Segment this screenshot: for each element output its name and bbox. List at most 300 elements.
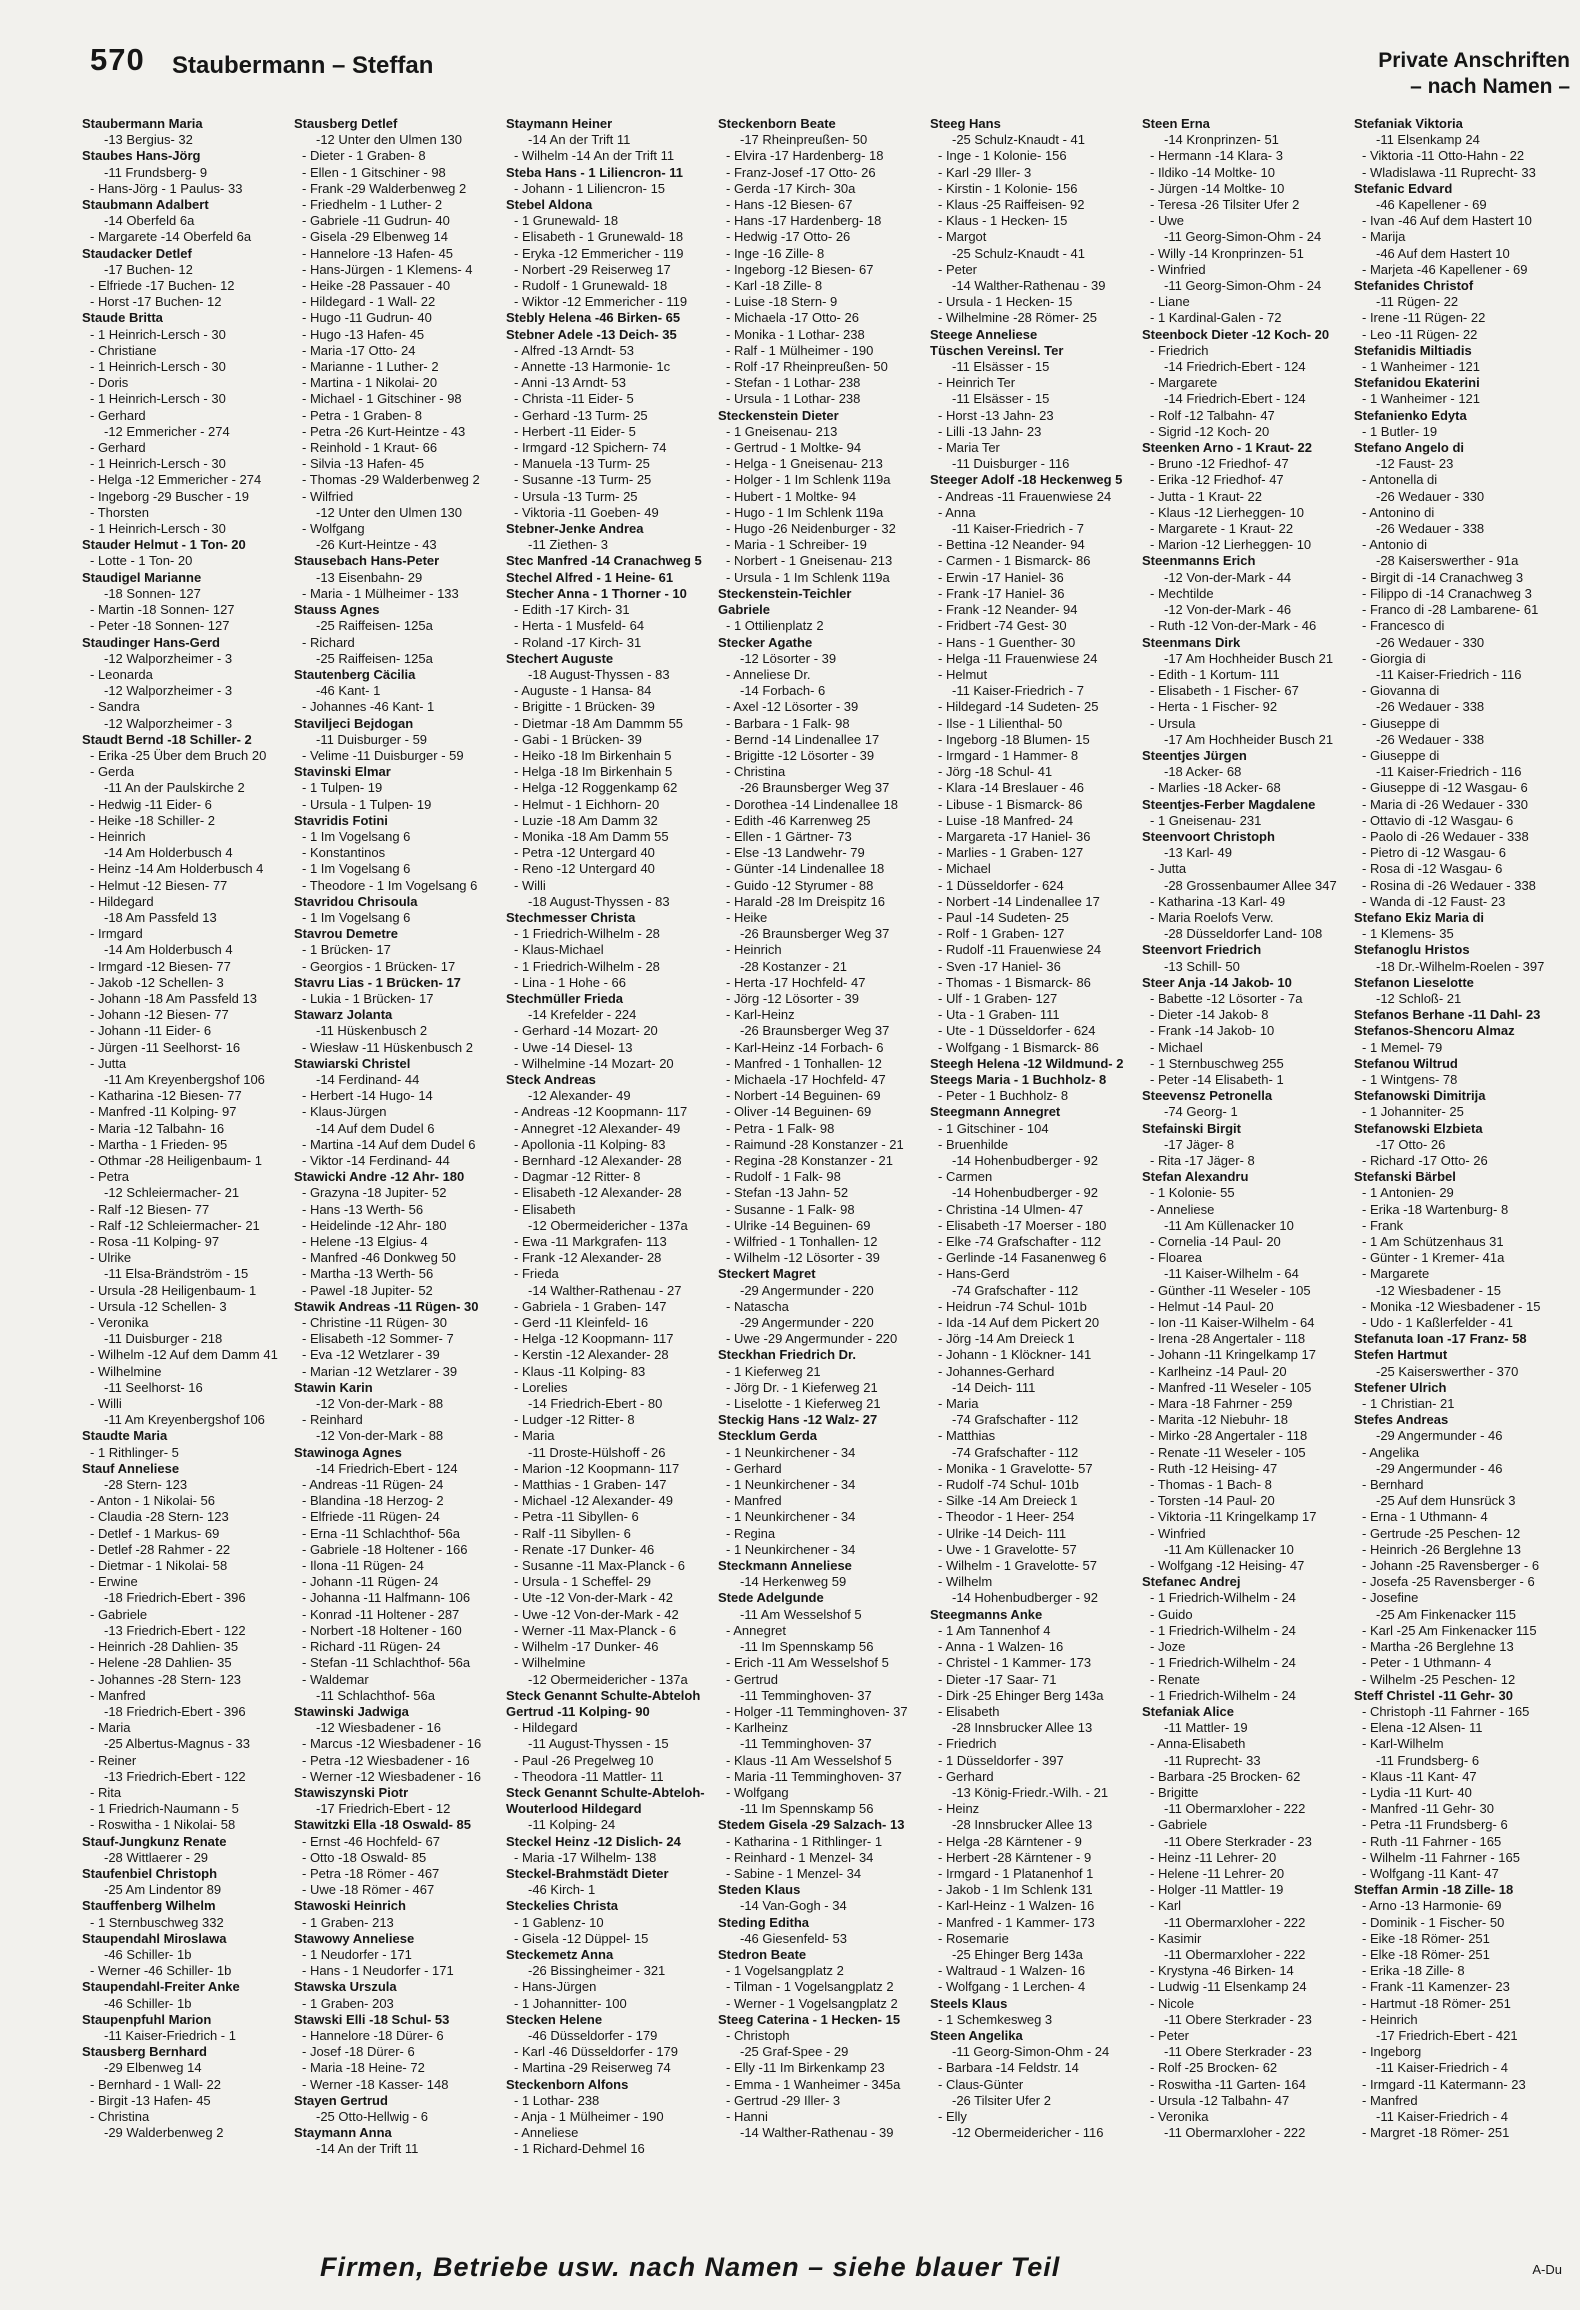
directory-sub-entry: - Heinrich [1362,2011,1418,2027]
directory-sub-entry: - Jürgen -11 Seelhorst- 16 [90,1039,241,1055]
directory-sub-entry: - Ursula - 1 Im Schlenk 119a [726,569,890,585]
directory-sub-entry: - Ruth -11 Fahrner - 165 [1362,1833,1502,1849]
directory-sub-entry: - Manfred -11 Kolping- 97 [90,1104,237,1120]
directory-sub-entry: - Eva -12 Wetzlarer - 39 [302,1347,440,1363]
directory-sub-entry: - Herbert -28 Kärntener - 9 [938,1849,1092,1865]
directory-sub-entry: - Maria -17 Wilhelm- 138 [514,1849,657,1865]
directory-sub-entry: - Hans-Gerd [938,1266,1010,1282]
directory-sub-entry: - Bernhard -12 Alexander- 28 [514,1153,682,1168]
directory-sub-entry: - Susanne -13 Turm- 25 [514,472,652,488]
directory-address: -28 Kaiserswerther - 91a [1376,553,1519,569]
directory-address: -12 Alexander- 49 [528,1088,631,1104]
directory-sub-entry: - Manfred [726,1493,782,1509]
directory-sub-entry: - Heinrich [90,828,146,844]
directory-sub-entry: - Rosina di -26 Wedauer - 338 [1362,877,1536,893]
directory-sub-entry: - Elisabeth [514,1201,576,1217]
directory-address: -11 Kaiser-Friedrich - 4 [1376,2108,1508,2124]
directory-sub-entry: - Franco di -28 Lambarene- 61 [1362,602,1539,618]
directory-sub-entry: - Gertrude -25 Peschen- 12 [1362,1525,1521,1541]
directory-surname-entry: Stedem Gisela -29 Salzach- 13 [718,1817,905,1833]
directory-sub-entry: - Marion -12 Koopmann- 117 [514,1460,680,1476]
directory-sub-entry: - Angelika [1362,1444,1420,1460]
directory-address: -11 Droste-Hülshoff - 26 [528,1444,666,1460]
directory-sub-entry: - Paolo di -26 Wedauer - 338 [1362,828,1529,844]
directory-surname-entry: Steen Erna [1142,116,1210,131]
directory-address: -11 Elsenkamp 24 [1376,132,1480,148]
directory-address: -25 Auf dem Hunsrück 3 [1376,1493,1516,1509]
directory-sub-entry: - Petra -12 Wiesbadener - 16 [302,1752,470,1768]
directory-sub-entry: - Anneliese [514,2125,579,2141]
directory-address: -11 Kaiser-Wilhelm - 64 [1164,1266,1299,1282]
directory-sub-entry: - Guido [1150,1606,1193,1622]
directory-sub-entry: - Karl -46 Düsseldorfer - 179 [514,2044,679,2060]
directory-address: -28 Düsseldorfer Land- 108 [1164,926,1323,942]
directory-surname-entry: Stechmesser Christa [506,909,636,925]
directory-surname-entry: Steevensz Petronella [1142,1088,1273,1104]
directory-sub-entry: - 1 Im Vogelsang 6 [302,828,411,844]
directory-sub-entry: - Krystyna -46 Birken- 14 [1150,1963,1294,1979]
directory-sub-entry: - Anton - 1 Nikolai- 56 [90,1493,216,1509]
directory-sub-entry: - Frank -12 Neander- 94 [938,602,1078,618]
directory-sub-entry: - Klaus - 1 Hecken- 15 [938,213,1068,229]
directory-sub-entry: - Gerhard [726,1460,782,1476]
directory-sub-entry: - Luzie -18 Am Damm 32 [514,812,658,828]
directory-sub-entry: - Richard -17 Otto- 26 [1362,1153,1488,1168]
directory-sub-entry: - Monika -12 Wiesbadener - 15 [1362,1298,1541,1314]
directory-sub-entry: - Ida -14 Auf dem Pickert 20 [938,1315,1100,1331]
directory-sub-entry: - Heinrich Ter [938,375,1016,391]
directory-address: -14 Walther-Rathenau - 27 [528,1282,682,1298]
directory-sub-entry: - Ralf -12 Biesen- 77 [90,1201,210,1217]
directory-address: -11 Am Wesselshof 5 [740,1606,862,1622]
directory-sub-entry: - Irene -11 Rügen- 22 [1362,310,1486,326]
directory-sub-entry: - Peter -18 Sonnen- 127 [90,618,230,634]
directory-sub-entry: - Marcus -12 Wiesbadener - 16 [302,1736,482,1752]
directory-surname-entry: Stefanon Lieselotte [1354,974,1474,990]
directory-sub-entry: - Torsten -14 Paul- 20 [1150,1493,1275,1509]
directory-sub-entry: - Giorgia di [1362,650,1426,666]
directory-sub-entry: - 1 Kolonie- 55 [1150,1185,1235,1201]
directory-address: -46 Giesenfeld- 53 [740,1930,847,1946]
directory-address: -26 Wedauer - 338 [1376,521,1485,537]
directory-sub-entry: - Carmen [938,1169,993,1185]
directory-sub-entry: - Thomas - 1 Bach- 8 [1150,1477,1272,1493]
directory-address: -26 Braunsberger Weg 37 [740,926,890,942]
directory-sub-entry: - Christina [726,764,786,780]
directory-surname-entry: Steffan Armin -18 Zille- 18 [1354,1882,1514,1898]
directory-sub-entry: - Luise -18 Manfred- 24 [938,812,1074,828]
directory-sub-entry: - Anna-Elisabeth [1150,1736,1246,1752]
directory-sub-entry: - Hanni [726,2108,768,2124]
directory-surname-entry: Stawinoga Agnes [294,1444,402,1460]
directory-sub-entry: - Friedrich [1150,342,1209,358]
directory-sub-entry: - Ulf - 1 Graben- 127 [938,990,1058,1006]
directory-sub-entry: - 1 Klemens- 35 [1362,926,1454,942]
directory-sub-entry: - Elly [938,2108,967,2124]
directory-sub-entry: - Grazyna -18 Jupiter- 52 [302,1185,447,1201]
directory-sub-entry: - Heiko -18 Im Birkenhain 5 [514,747,672,763]
directory-sub-entry: - Karl-Wilhelm [1362,1736,1444,1752]
directory-sub-entry: - Elisabeth - 1 Grunewald- 18 [514,229,684,245]
directory-address: -18 Friedrich-Ebert - 396 [104,1703,246,1719]
directory-sub-entry: - Peter - 1 Uthmann- 4 [1362,1655,1492,1671]
directory-sub-entry: - Claudia -28 Stern- 123 [90,1509,229,1525]
directory-surname-entry: Stauf Anneliese [82,1460,180,1476]
directory-sub-entry: - Andreas -11 Rügen- 24 [302,1477,444,1493]
directory-sub-entry: - Maria -11 Temminghoven- 37 [726,1768,902,1784]
directory-sub-entry: - Winfried [1150,261,1206,277]
directory-address: -11 August-Thyssen - 15 [528,1736,669,1752]
running-head [1378,48,1570,100]
directory-sub-entry: - 1 Johannitter- 100 [514,1995,627,2011]
directory-sub-entry: - Helga -12 Emmericher - 274 [90,472,262,488]
directory-surname-entry: Steck Andreas [506,1071,596,1087]
directory-address: -28 Wittlaerer - 29 [104,1849,209,1865]
directory-sub-entry: - Ottavio di -12 Wasgau- 6 [1362,812,1514,828]
directory-sub-entry: - Klaus -11 Kolping- 83 [514,1363,646,1379]
directory-surname-entry: Stechmüller Frieda [506,990,624,1006]
directory-address: -12 Obermeidericher - 116 [952,2125,1104,2141]
directory-sub-entry: - Gabriele -11 Gudrun- 40 [302,213,450,229]
directory-sub-entry: - Christel - 1 Kammer- 173 [938,1655,1092,1671]
directory-column-2 [294,116,499,2208]
directory-sub-entry: - Giuseppe di [1362,715,1440,731]
directory-column-4 [718,116,923,2208]
directory-sub-entry: - Karlheinz -14 Paul- 20 [1150,1363,1287,1379]
directory-sub-entry: - Reinhold - 1 Kraut- 66 [302,440,438,456]
directory-sub-entry: - 1 Kardinal-Galen - 72 [1150,310,1282,326]
directory-sub-entry: - Hans-Jörg - 1 Paulus- 33 [90,180,243,196]
directory-address: -26 Wedauer - 338 [1376,699,1485,715]
directory-address: -11 Kaiser-Friedrich - 7 [952,521,1084,537]
directory-sub-entry: - Ursula -12 Schellen- 3 [90,1298,227,1314]
directory-sub-entry: - Leo -11 Rügen- 22 [1362,326,1478,342]
directory-sub-entry: - Marianne - 1 Luther- 2 [302,359,439,375]
directory-sub-entry: - Maria [514,1428,555,1444]
directory-surname-entry: Steckenborn Alfons [506,2076,629,2092]
directory-sub-entry: - Raimund -28 Konstanzer - 21 [726,1136,904,1152]
directory-sub-entry: - Rolf -12 Talbahn- 47 [1150,407,1275,423]
directory-sub-entry: - Eryka -12 Emmericher - 119 [514,245,684,261]
directory-sub-entry: - Fridbert -74 Gest- 30 [938,618,1067,634]
directory-sub-entry: - 1 Schemkesweg 3 [938,2011,1053,2027]
directory-sub-entry: - Monika - 1 Lothar- 238 [726,326,865,342]
directory-sub-entry: - 1 Heinrich-Lersch - 30 [90,326,226,342]
directory-surname-entry: Stec Manfred -14 Cranachweg 5 [506,553,702,569]
directory-address: -14 Hohenbudberger - 92 [952,1185,1098,1201]
directory-sub-entry: - Babette -12 Lösorter - 7a [1150,990,1303,1006]
directory-sub-entry: - Hannelore -18 Dürer- 6 [302,2027,444,2043]
directory-sub-entry: - Gabriele [90,1606,148,1622]
directory-address: -29 Elbenweg 14 [104,2060,202,2076]
directory-address: -14 Forbach- 6 [740,683,826,699]
directory-sub-entry: - 1 Heinrich-Lersch - 30 [90,391,226,407]
directory-address: -26 Kurt-Heintze - 43 [316,537,437,553]
directory-sub-entry: - Horst -17 Buchen- 12 [90,294,222,310]
directory-sub-entry: - Kirstin - 1 Kolonie- 156 [938,180,1078,196]
directory-sub-entry: - 1 Am Schützenhaus 31 [1362,1234,1504,1250]
directory-sub-entry: - Oliver -14 Beguinen- 69 [726,1104,872,1120]
directory-sub-entry: - Martha -26 Berglehne 13 [1362,1639,1514,1655]
directory-sub-entry: - Klaus-Jürgen [302,1104,387,1120]
directory-sub-entry: - Rosemarie [938,1930,1009,1946]
directory-sub-entry: - Renate -17 Dunker- 46 [514,1541,655,1557]
directory-address: -11 Am Küllenacker 10 [1164,1217,1294,1233]
directory-surname-entry: Stawoski Heinrich [294,1898,406,1914]
directory-sub-entry: - Reinhard [302,1412,363,1428]
directory-sub-entry: - Holger - 1 Im Schlenk 119a [726,472,891,488]
directory-sub-entry: - Rudolf - 1 Falk- 98 [726,1169,841,1185]
directory-sub-entry: - Friedhelm - 1 Luther- 2 [302,197,443,213]
directory-sub-entry: - Johann -11 Kringelkamp 17 [1150,1347,1316,1363]
directory-address: -14 An der Trift 11 [316,2141,419,2157]
directory-sub-entry: - Theodor - 1 Heer- 254 [938,1509,1075,1525]
directory-sub-entry: - Werner -46 Schiller- 1b [90,1963,232,1979]
directory-sub-entry: - Dieter - 1 Graben- 8 [302,148,426,164]
directory-sub-entry: - Herta -17 Hochfeld- 47 [726,974,866,990]
directory-sub-entry: - Gabriele -18 Holtener - 166 [302,1541,468,1557]
directory-sub-entry: - Ewa -11 Markgrafen- 113 [514,1234,667,1250]
directory-surname-entry: Stecher Anna - 1 Thorner - 10 [506,585,687,601]
directory-sub-entry: - Annegret [726,1622,786,1638]
directory-sub-entry: - Elisabeth -12 Sommer- 7 [302,1331,454,1347]
directory-surname-entry: Stawiszynski Piotr [294,1784,409,1800]
directory-address: -28 Grossenbaumer Allee 347 [1164,877,1337,893]
directory-sub-entry: - Monika -18 Am Damm 55 [514,828,669,844]
directory-sub-entry: - Else -13 Landwehr- 79 [726,845,865,861]
directory-sub-entry: - Roswitha - 1 Nikolai- 58 [90,1817,236,1833]
directory-sub-entry: - Viktoria -11 Kringelkamp 17 [1150,1509,1317,1525]
directory-sub-entry: - Werner -12 Wiesbadener - 16 [302,1768,481,1784]
directory-surname-entry: Staude Britta [82,310,163,326]
directory-surname-entry: Steff Christel -11 Gehr- 30 [1354,1687,1513,1703]
directory-sub-entry: - Jakob -12 Schellen- 3 [90,974,224,990]
directory-address: -11 Georg-Simon-Ohm - 24 [1164,278,1322,294]
directory-surname-entry: Steckmann Anneliese [718,1558,852,1574]
directory-sub-entry: - Blandina -18 Herzog- 2 [302,1493,444,1509]
directory-sub-entry: - Rudolf - 1 Grunewald- 18 [514,278,668,294]
directory-sub-entry: - Hugo -26 Neidenburger - 32 [726,521,896,537]
directory-surname-entry: Stavinski Elmar [294,764,391,780]
directory-surname-entry: Steegs Maria - 1 Buchholz- 8 [930,1071,1107,1087]
directory-surname-entry: Stawowy Anneliese [294,1930,415,1946]
directory-surname-entry: Stausebach Hans-Peter [294,553,440,569]
directory-surname-entry: Stefen Hartmut [1354,1347,1448,1363]
directory-sub-entry: - Brigitte [1150,1784,1199,1800]
directory-address: -11 Obere Sterkrader - 23 [1164,1833,1312,1849]
directory-sub-entry: - Viktoria -11 Otto-Hahn - 22 [1362,148,1525,164]
directory-surname-entry: Stawicki Andre -12 Ahr- 180 [294,1169,465,1185]
directory-sub-entry: - Andreas -12 Koopmann- 117 [514,1104,688,1120]
directory-sub-entry: - 1 Wanheimer - 121 [1362,391,1481,407]
directory-sub-entry: - Christiane [90,342,157,358]
directory-address: -25 Ehinger Berg 143a [952,1946,1083,1962]
directory-sub-entry: - Irmgard -12 Biesen- 77 [90,958,231,974]
directory-sub-entry: - Hugo - 1 Im Schlenk 119a [726,504,884,520]
directory-address: -14 Krefelder - 224 [528,1007,637,1023]
directory-address: -12 Walporzheimer - 3 [104,715,233,731]
directory-sub-entry: - Heike -18 Schiller- 2 [90,812,215,828]
directory-sub-entry: - Gerhard [90,407,146,423]
directory-sub-entry: - Axel -12 Lösorter - 39 [726,699,859,715]
directory-sub-entry: - Ursula - 1 Scheffel- 29 [514,1574,652,1590]
directory-sub-entry: - Velime -11 Duisburger - 59 [302,747,464,763]
directory-sub-entry: - 1 Wintgens- 78 [1362,1071,1458,1087]
directory-sub-entry: - Hans-Jürgen - 1 Klemens- 4 [302,261,473,277]
directory-surname-entry: Steding Editha [718,1914,809,1930]
directory-sub-entry: - 1 Heinrich-Lersch - 30 [90,359,226,375]
directory-sub-entry: - Birgit -13 Hafen- 45 [90,2092,211,2108]
directory-address: -11 Hüskenbusch 2 [316,1023,428,1039]
directory-sub-entry: - Ulrike -14 Deich- 111 [938,1525,1067,1541]
directory-sub-entry: - Hugo -11 Gudrun- 40 [302,310,432,326]
directory-surname-entry: Stebel Aldona [506,197,593,213]
directory-surname-entry: Stefener Ulrich [1354,1379,1447,1395]
directory-sub-entry: - Arno -13 Harmonie- 69 [1362,1898,1502,1914]
directory-sub-entry: - Helene -13 Elgius- 4 [302,1234,428,1250]
directory-address: -11 Elsässer - 15 [952,359,1050,375]
directory-surname-entry: Staupendahl Miroslawa [82,1930,227,1946]
directory-address: -14 Friedrich-Ebert - 124 [1164,391,1306,407]
directory-sub-entry: - Günter -14 Lindenallee 18 [726,861,885,877]
directory-sub-entry: - Wilhelm -12 Lösorter - 39 [726,1250,880,1266]
directory-sub-entry: - Uwe -14 Diesel- 13 [514,1039,633,1055]
directory-sub-entry: - Katharina -12 Biesen- 77 [90,1088,242,1104]
directory-sub-entry: - Johannes -28 Stern- 123 [90,1671,242,1687]
directory-sub-entry: - Reinhard - 1 Menzel- 34 [726,1849,874,1865]
directory-surname-entry: Steels Klaus [930,1995,1008,2011]
directory-sub-entry: - Lina - 1 Hohe - 66 [514,974,627,990]
directory-address: -11 Obermarxloher - 222 [1164,2125,1306,2141]
directory-sub-entry: - Edith - 1 Kortum- 111 [1150,666,1280,682]
directory-address: -11 Elsässer - 15 [952,391,1050,407]
directory-sub-entry: - Leonarda [90,666,153,682]
directory-sub-entry: - 1 Richard-Dehmel 16 [514,2141,645,2157]
directory-sub-entry: - Gertrud - 1 Moltke- 94 [726,440,862,456]
directory-sub-entry: - Inge - 1 Kolonie- 156 [938,148,1067,164]
directory-sub-entry: - Gertrud -29 Iller- 3 [726,2092,841,2108]
directory-sub-entry: - Detlef -28 Rahmer - 22 [90,1541,231,1557]
directory-sub-entry: - Ion -11 Kaiser-Wilhelm - 64 [1150,1315,1315,1331]
directory-sub-entry: - Filippo di -14 Cranachweg 3 [1362,585,1532,601]
directory-address: -46 Kapellener - 69 [1376,197,1487,213]
directory-sub-entry: - Edith -17 Kirch- 31 [514,602,630,618]
directory-column-1 [82,116,287,2208]
directory-surname-entry: Steba Hans - 1 Liliencron- 11 [506,164,683,180]
directory-surname-entry: Steckenborn Beate [718,116,836,131]
directory-address: -14 Van-Gogh - 34 [740,1898,847,1914]
directory-surname-entry: Staubmann Adalbert [82,197,209,213]
directory-sub-entry: - Manuela -13 Turm- 25 [514,456,650,472]
directory-sub-entry: - Liane [1150,294,1190,310]
directory-address: -11 Obermarxloher - 222 [1164,1946,1306,1962]
directory-sub-entry: - Erwine [90,1574,138,1590]
directory-sub-entry: - Wilhelm -25 Peschen- 12 [1362,1671,1516,1687]
directory-sub-entry: - Hugo -13 Hafen- 45 [302,326,425,342]
directory-sub-entry: - Renate -11 Weseler - 105 [1150,1444,1306,1460]
directory-sub-entry: - 1 Grunewald- 18 [514,213,619,229]
directory-sub-entry: - Jakob - 1 Im Schlenk 131 [938,1882,1093,1898]
directory-sub-entry: - Heidelinde -12 Ahr- 180 [302,1217,447,1233]
directory-address: -74 Grafschafter - 112 [952,1412,1079,1428]
directory-sub-entry: - Jörg -12 Lösorter - 39 [726,990,859,1006]
directory-sub-entry: - Helmut -12 Biesen- 77 [90,877,228,893]
directory-address: -11 Kaiser-Friedrich - 1 [104,2027,236,2043]
directory-surname-entry: Stausberg Detlef [294,116,398,131]
directory-sub-entry: - Heinrich [726,942,782,958]
directory-sub-entry: - Doris [90,375,129,391]
directory-sub-entry: - Christine -11 Rügen- 30 [302,1315,447,1331]
directory-sub-entry: - Günter - 1 Kremer- 41a [1362,1250,1505,1266]
directory-sub-entry: - Ulrike -14 Beguinen- 69 [726,1217,871,1233]
directory-sub-entry: - 1 Am Tannenhof 4 [938,1622,1051,1638]
directory-sub-entry: - Theodore - 1 Im Vogelsang 6 [302,877,478,893]
directory-address: -18 Acker- 68 [1164,764,1242,780]
directory-sub-entry: - Matthias [938,1428,996,1444]
directory-sub-entry: - 1 Neunkirchener - 34 [726,1444,856,1460]
directory-sub-entry: - Bruenhilde [938,1136,1009,1152]
directory-surname-entry: Stefan Alexandru [1142,1169,1249,1185]
directory-surname-entry: Stavridou Chrisoula [294,893,418,909]
directory-sub-entry: - Rosa -11 Kolping- 97 [90,1234,220,1250]
directory-sub-entry: - Monika - 1 Gravelotte- 57 [938,1460,1093,1476]
directory-sub-entry: - 1 Wanheimer - 121 [1362,359,1481,375]
directory-sub-entry: - Klaus -11 Kant- 47 [1362,1768,1477,1784]
directory-surname-entry: Steenken Arno - 1 Kraut- 22 [1142,440,1313,456]
directory-address: -11 Am Kreyenbergshof 106 [104,1071,265,1087]
directory-sub-entry: - Elke -74 Grafschafter - 112 [938,1234,1102,1250]
directory-sub-entry: - Ludger -12 Ritter- 8 [514,1412,635,1428]
directory-address: -14 Herkenweg 59 [740,1574,847,1590]
directory-surname-entry: Steck Genannt Schulte-Abteloh- [506,1784,705,1800]
directory-surname-entry: Stavrou Demetre [294,926,399,942]
directory-sub-entry: - Barbara - 1 Falk- 98 [726,715,850,731]
directory-address: -14 Hohenbudberger - 92 [952,1590,1098,1606]
directory-address: -28 Innsbrucker Allee 13 [952,1720,1093,1736]
directory-surname-entry: Steenvort Friedrich [1142,942,1262,958]
directory-sub-entry: - Heinz -14 Am Holderbusch 4 [90,861,264,877]
directory-address: -46 Kirch- 1 [528,1882,596,1898]
directory-sub-entry: - Ilse - 1 Lilienthal- 50 [938,715,1063,731]
directory-sub-entry: - Erna - 1 Uthmann- 4 [1362,1509,1488,1525]
directory-sub-entry: - Karl [1150,1898,1182,1914]
running-head-line-1: Private Anschriften [1378,49,1570,72]
directory-sub-entry: - Hartmut -18 Römer- 251 [1362,1995,1511,2011]
directory-surname-entry: Steckenstein-Teichler [718,585,852,601]
directory-sub-entry: - Dagmar -12 Ritter- 8 [514,1169,641,1185]
directory-address: -11 Obermarxloher - 222 [1164,1914,1306,1930]
directory-address: -12 Lösorter - 39 [740,650,837,666]
directory-sub-entry: - Maria Roelofs Verw. [1150,909,1274,925]
directory-sub-entry: - Reiner [90,1752,137,1768]
directory-sub-entry: - Irmgard -12 Spichern- 74 [514,440,667,456]
directory-sub-entry: - Klaus-Michael [514,942,604,958]
directory-address: -29 Angermunder - 220 [740,1282,874,1298]
directory-sub-entry: - Stefan -11 Schlachthof- 56a [302,1655,471,1671]
directory-sub-entry: - Helmut - 1 Eichhorn- 20 [514,796,660,812]
directory-address: -11 Duisburger - 59 [316,731,428,747]
directory-sub-entry: - Anneliese Dr. [726,666,811,682]
directory-address: -17 Friedrich-Ebert - 421 [1376,2027,1518,2043]
directory-sub-entry: - Anni -13 Arndt- 53 [514,375,627,391]
directory-surname-entry: Stawitzki Ella -18 Oswald- 85 [294,1817,472,1833]
directory-address: -11 Mattler- 19 [1164,1720,1248,1736]
directory-surname-entry: Stauder Helmut - 1 Ton- 20 [82,537,246,553]
directory-sub-entry: - Helene -28 Dahlien- 35 [90,1655,232,1671]
directory-sub-entry: - Christa -11 Eider- 5 [514,391,634,407]
directory-sub-entry: - Barbara -14 Feldstr. 14 [938,2060,1079,2076]
directory-sub-entry: - Petra -26 Kurt-Heintze - 43 [302,423,466,439]
